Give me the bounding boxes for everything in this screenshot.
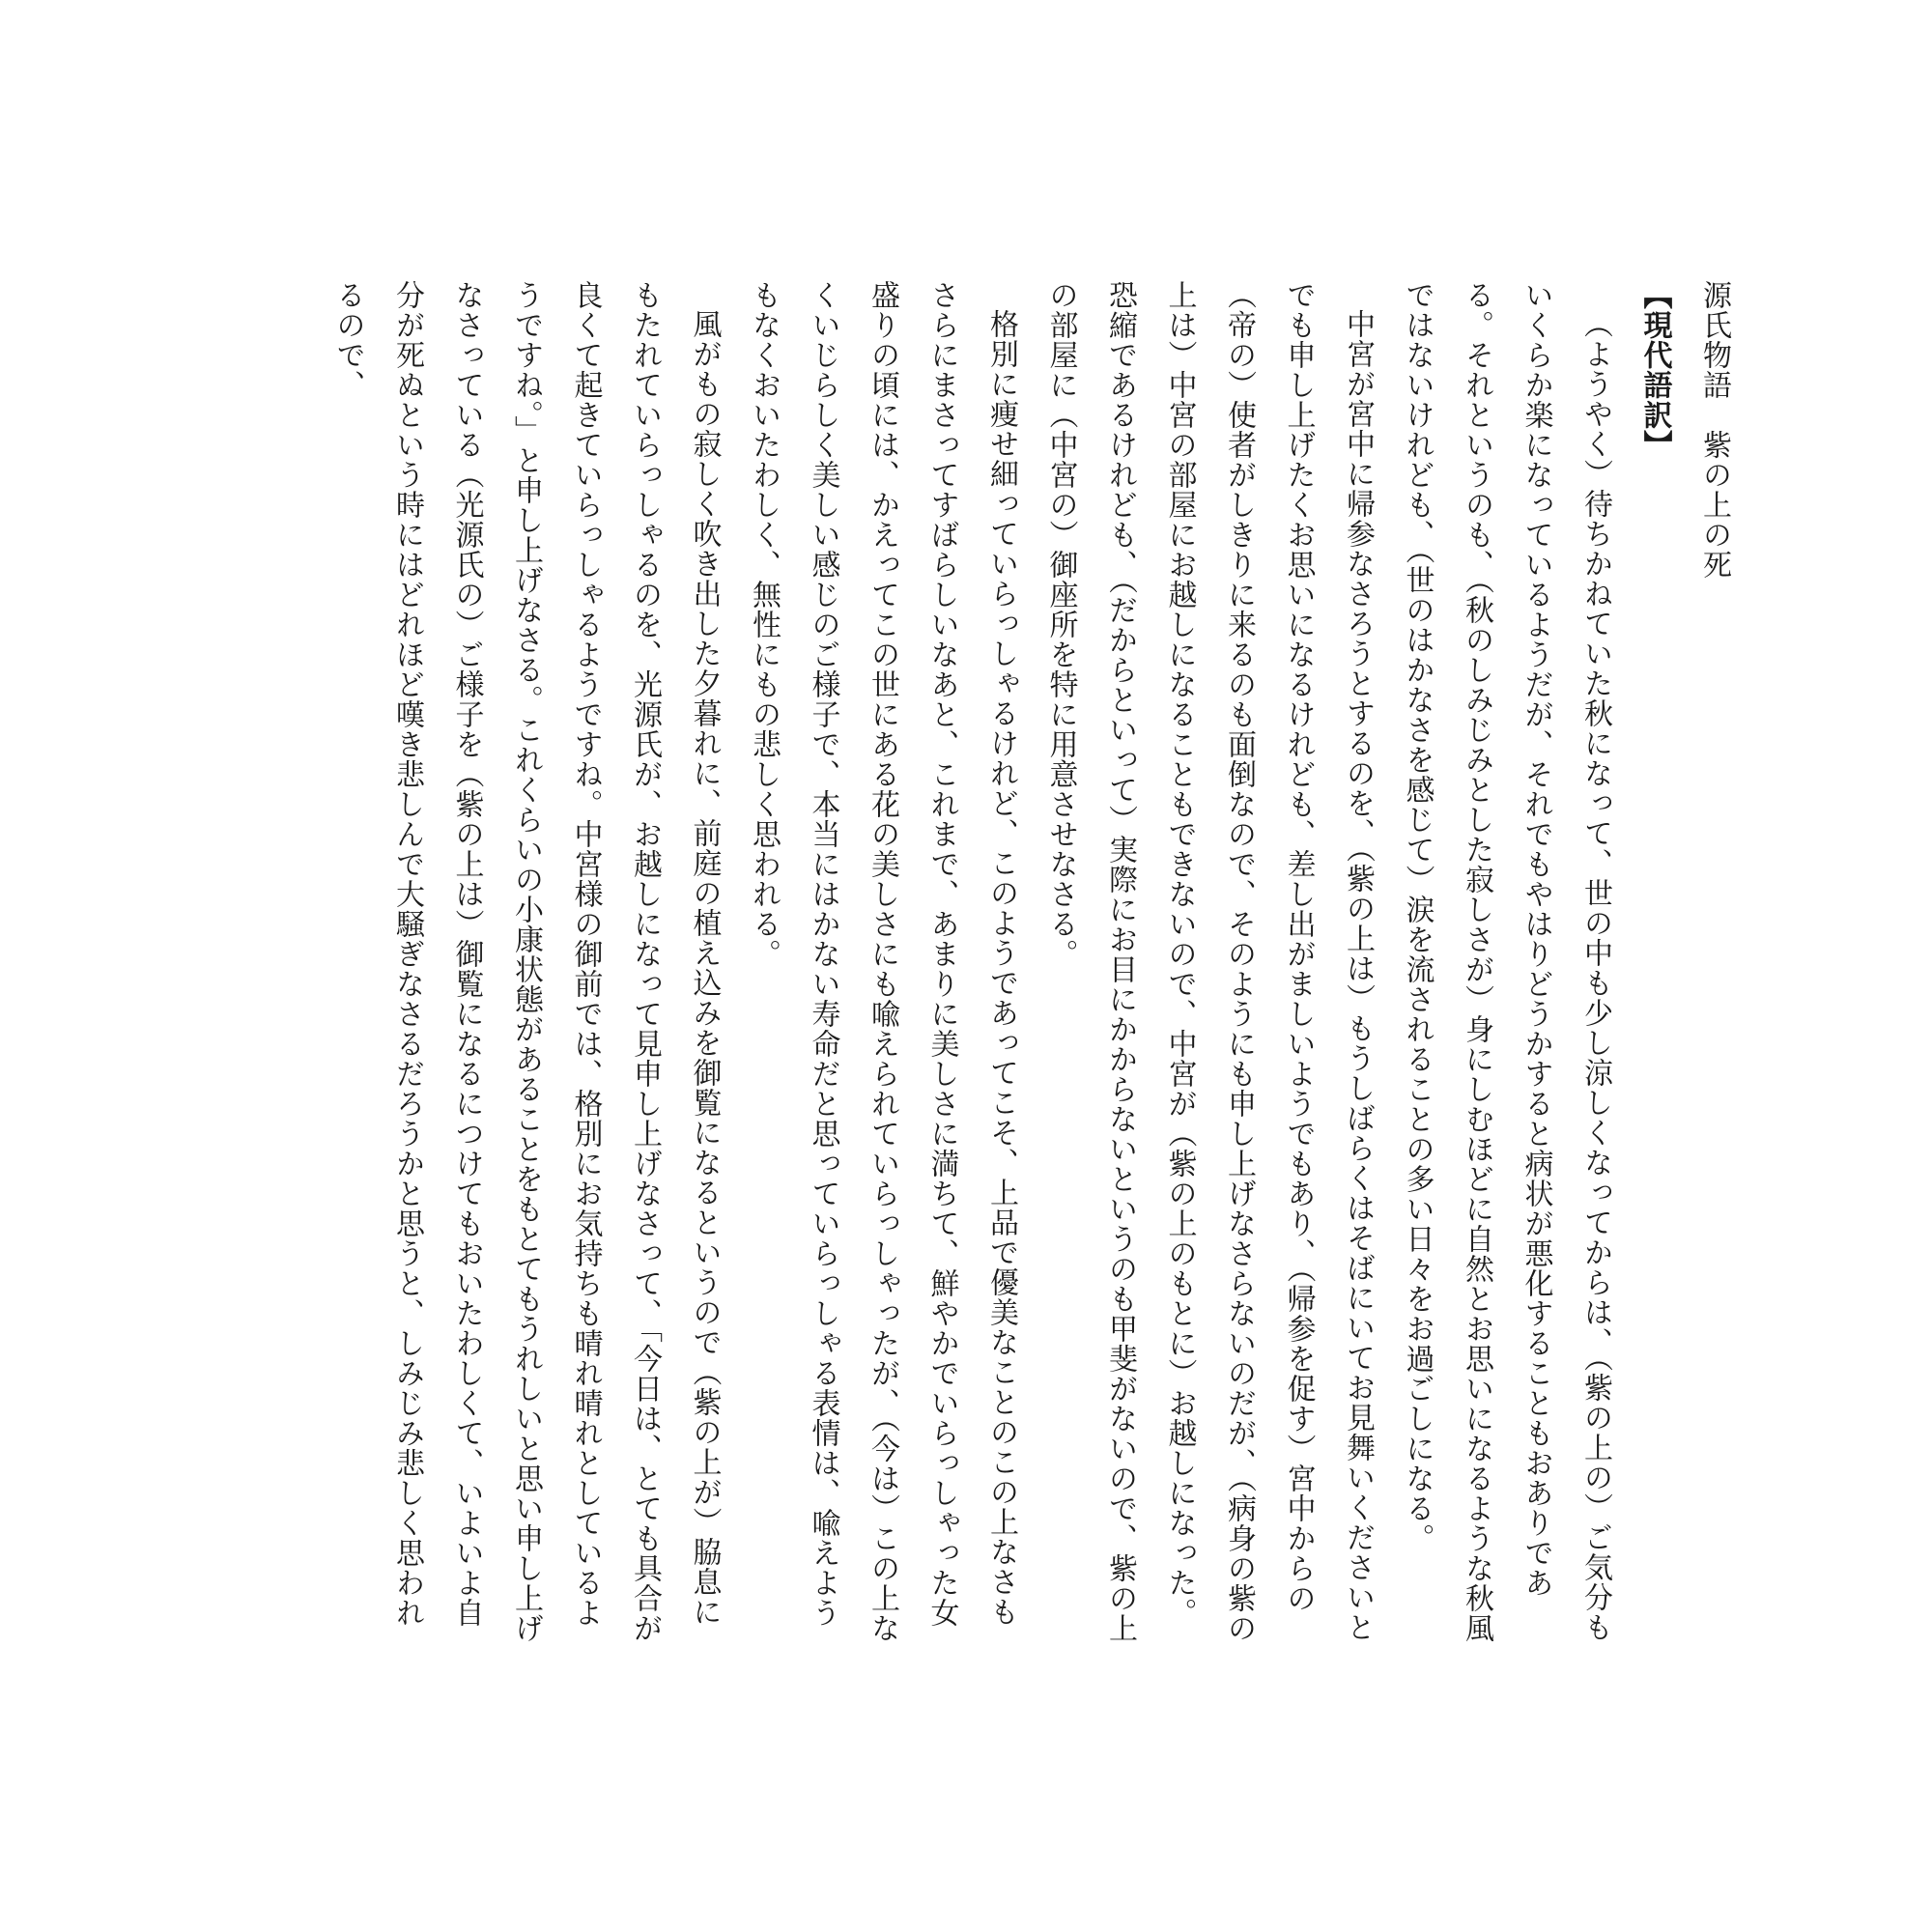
paragraph-3: 格別に痩せ細っていらっしゃるけれど、このようであってこそ、上品で優美なことのこの上なさもさらにまさってすばらしいなあと、これまで、あまりに美しさに満ちて、鮮やかでいらっしゃった女盛りの頃には、かえってこの世にある花の美しさにも喩えられていらっしゃったが、（今は）この上なくいじらしく美しい感じのご様子で、本当にはかない寿命だと思っていらっしゃる表情は、喩えようもなくおいたわしく、無性にもの悲しく思われる。 xyxy=(747,280,1018,1643)
paragraph-1: （ようやく）待ちかねていた秋になって、世の中も少し涼しくなってからは、（紫の上の）ご気分もいくらか楽になっているようだが、それでもやはりどうかすると病状が悪化することもおありである。それというのも、（秋のしみじみとした寂しさが）身にしむほどに自然とお思いになるような秋風ではないけれども、（世のはかなさを感じて）涙を流されることの多い日々をお過ごしになる。 xyxy=(1400,280,1612,1643)
section-heading: 【現代語訳】 xyxy=(1637,280,1672,460)
paragraph-2: 中宮が宮中に帰参なさろうとするのを、（紫の上は）もうしばらくはそばにいてお見舞いくださいとでも申し上げたくお思いになるけれども、差し出がましいようでもあり、（帰参を促す）宮中からの（帝の）使者がしきりに来るのも面倒なので、そのようにも申し上げなさらないのだが、（病身の紫の上は）中宮の部屋にお越しになることもできないので、中宮が（紫の上のもとに）お越しになった。恐縮であるけれども、（だからといって）実際にお目にかからないというのも甲斐がないので、紫の上の部屋に（中宮の）御座所を特に用意させなさる。 xyxy=(1043,280,1375,1643)
vertical-document xyxy=(198,280,1744,1652)
paragraph-4: 風がもの寂しく吹き出した夕暮れに、前庭の植え込みを御覧になるというので（紫の上が）脇息にもたれていらっしゃるのを、光源氏が、お越しになって見申し上げなさって、「今日は、とても具合が良くて起きていらっしゃるようですね。中宮様の御前では、格別にお気持ちも晴れ晴れとしているようですね。」と申し上げなさる。これくらいの小康状態があることをもとてもうれしいと思い申し上げなさっている（光源氏の）ご様子を（紫の上は）御覧になるにつけてもおいたわしくて、いよいよ自分が死ぬという時にはどれほど嘆き悲しんで大騒ぎなさるだろうかと思うと、しみじみ悲しく思われるので、 xyxy=(330,280,722,1643)
document-title: 源氏物語 紫の上の死 xyxy=(1697,280,1731,580)
